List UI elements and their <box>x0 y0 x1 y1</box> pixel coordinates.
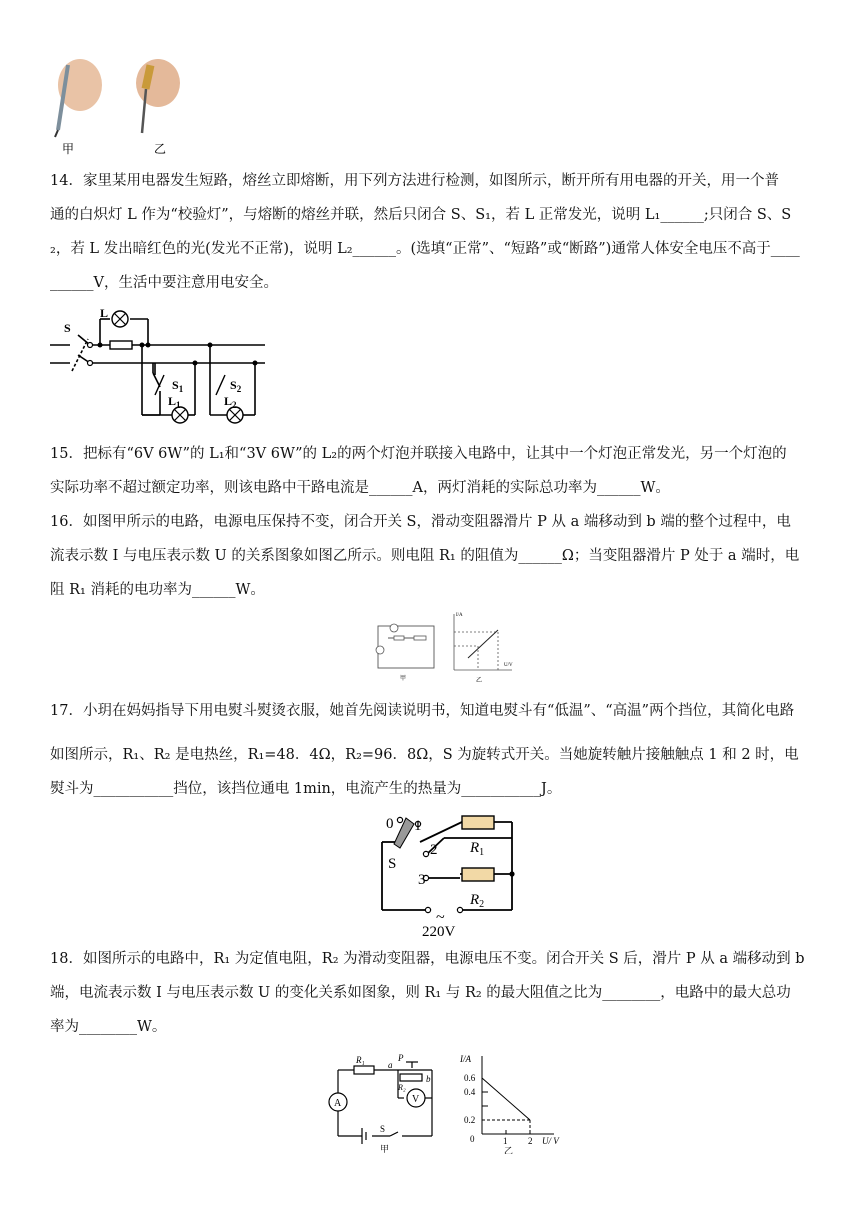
q16-line-2: 流表示数 I 与电压表示数 U 的关系图象如图乙所示。则电阻 R₁ 的阻值为______Ω；当变阻器滑片 P 处于 a 端时，电 <box>50 548 800 564</box>
question-15 <box>50 437 810 505</box>
label-a: a <box>388 1060 393 1070</box>
q16-circuit-and-graph <box>372 608 522 686</box>
ammeter-icon <box>376 646 384 654</box>
q18-line-2: 端，电流表示数 I 与电压表示数 U 的变化关系如图象，则 R₁ 与 R₂ 的最大阻值之比为________，电路中的最大总功 <box>50 985 791 1001</box>
graph-line <box>468 630 498 658</box>
label-yi: 乙 <box>154 142 167 155</box>
q15-line-2: 实际功率不超过额定功率，则该电路中干路电流是______A，两灯消耗的实际总功率为______W。 <box>50 480 670 496</box>
q14-line-4: ______V，生活中要注意用电安全。 <box>50 275 278 291</box>
label-tilde: ~ <box>436 909 445 926</box>
q13-figure <box>50 55 180 155</box>
fuse-test-circuit <box>50 305 270 430</box>
q14-circuit-figure <box>50 305 270 430</box>
resistor-r1 <box>462 816 494 829</box>
rheostat-r2 <box>400 1074 422 1081</box>
q14-line-1: 14．家里某用电器发生短路，熔丝立即熔断，用下列方法进行检测，如图所示，断开所有用电器的开关，用一个普 <box>50 173 779 189</box>
q16-line-1: 16．如图甲所示的电路，电源电压保持不变，闭合开关 S，滑动变阻器滑片 P 从 a 端移动到 b 端的整个过程中，电 <box>50 514 791 530</box>
label-0: 0 <box>386 816 394 832</box>
q17-line-3: 熨斗为___________挡位，该挡位通电 1min，电流产生的热量为___________J。 <box>50 781 562 797</box>
test-pen-photos <box>50 55 180 155</box>
tick-origin: 0 <box>470 1134 475 1144</box>
q18-circuit-and-graph <box>318 1052 578 1154</box>
switch-s2 <box>216 375 225 395</box>
q16-line-3: 阻 R₁ 消耗的电功率为______W。 <box>50 582 265 598</box>
label-yi: 乙 <box>476 678 483 684</box>
label-s: S <box>388 856 397 872</box>
question-14 <box>50 164 810 300</box>
question-16 <box>50 505 810 607</box>
label-voltmeter: V <box>412 1094 420 1105</box>
resistor-r2 <box>462 868 494 881</box>
test-pen-left-tip <box>55 130 58 137</box>
question-17 <box>50 694 810 806</box>
label-jia: 甲 <box>400 676 407 682</box>
q16-figure <box>372 608 522 686</box>
tick-06: 0.6 <box>464 1073 476 1083</box>
label-1: 1 <box>414 818 422 834</box>
resistor-r1 <box>394 636 404 640</box>
label-r1: $R_1$ <box>470 840 485 858</box>
label-220v: 220V <box>422 924 456 936</box>
q14-line-3: ₂，若 L 发出暗红色的光(发光不正常)，说明 L₂______。(选填“正常”、“短路”或“断路”)通常人体安全电压不高于____ <box>50 241 800 257</box>
question-18 <box>50 942 810 1044</box>
label-p: P <box>398 1053 404 1063</box>
rotary-switch-blade <box>394 818 414 848</box>
label-l2: $L_2$ <box>224 394 237 410</box>
hand-right-icon <box>136 59 180 107</box>
label-l1: $L_1$ <box>168 394 181 410</box>
label-uv: U/V <box>504 663 513 668</box>
label-s: S <box>380 1124 386 1134</box>
label-l: L <box>100 306 109 320</box>
label-s1: $S_1$ <box>172 378 184 394</box>
q17-line-2: 如图所示，R₁、R₂ 是电热丝，R₁=48．4Ω，R₂=96．8Ω，S 为旋转式开关。当她旋转触片接触触点 1 和 2 时，电 <box>50 747 799 763</box>
label-yi: 乙 <box>504 1146 514 1154</box>
label-uv: U/ V <box>542 1136 559 1146</box>
label-ia: I/A <box>460 1054 471 1064</box>
tick-04: 0.4 <box>464 1087 476 1097</box>
label-ammeter: A <box>334 1098 342 1109</box>
label-r2: R₂ <box>398 1083 406 1092</box>
tick-2: 2 <box>528 1136 533 1146</box>
q18-line-1: 18．如图所示的电路中，R₁ 为定值电阻，R₂ 为滑动变阻器，电源电压不变。闭合开关 S 后，滑片 P 从 a 端移动到 b <box>50 951 805 967</box>
label-2: 2 <box>430 842 438 858</box>
label-r1: R₁ <box>356 1055 365 1065</box>
q18-figure <box>318 1052 578 1154</box>
label-ia: I/A <box>456 613 463 618</box>
q14-line-2: 通的白炽灯 L 作为“校验灯”，与熔断的熔丝并联，然后只闭合 S、S₁，若 L 正常发光，说明 L₁______;只闭合 S、S <box>50 207 792 223</box>
q17-circuit-figure <box>370 812 530 936</box>
graph-line <box>482 1078 530 1120</box>
q18-line-3: 率为________W。 <box>50 1019 167 1035</box>
rheostat-r2 <box>414 636 426 640</box>
label-r2: $R_2$ <box>470 892 485 910</box>
resistor-r1 <box>354 1066 374 1074</box>
iron-circuit <box>370 812 530 936</box>
label-3: 3 <box>418 872 426 888</box>
label-jia: 甲 <box>380 1144 390 1154</box>
fuse-symbol <box>110 341 132 349</box>
label-s2: $S_2$ <box>230 378 242 394</box>
tick-1: 1 <box>503 1136 508 1146</box>
label-jia: 甲 <box>62 142 75 155</box>
label-s: S <box>64 321 71 335</box>
q15-line-1: 15．把标有“6V 6W”的 L₁和“3V 6W”的 L₂的两个灯泡并联接入电路中，让其中一个灯泡正常发光，另一个灯泡的 <box>50 446 787 462</box>
voltmeter-icon <box>390 624 398 632</box>
q17-line-1: 17．小玥在妈妈指导下用电熨斗熨烫衣服，她首先阅读说明书，知道电熨斗有“低温”、“高温”两个挡位，其简化电路 <box>50 703 795 719</box>
label-b: b <box>426 1074 431 1084</box>
tick-02: 0.2 <box>464 1115 476 1125</box>
